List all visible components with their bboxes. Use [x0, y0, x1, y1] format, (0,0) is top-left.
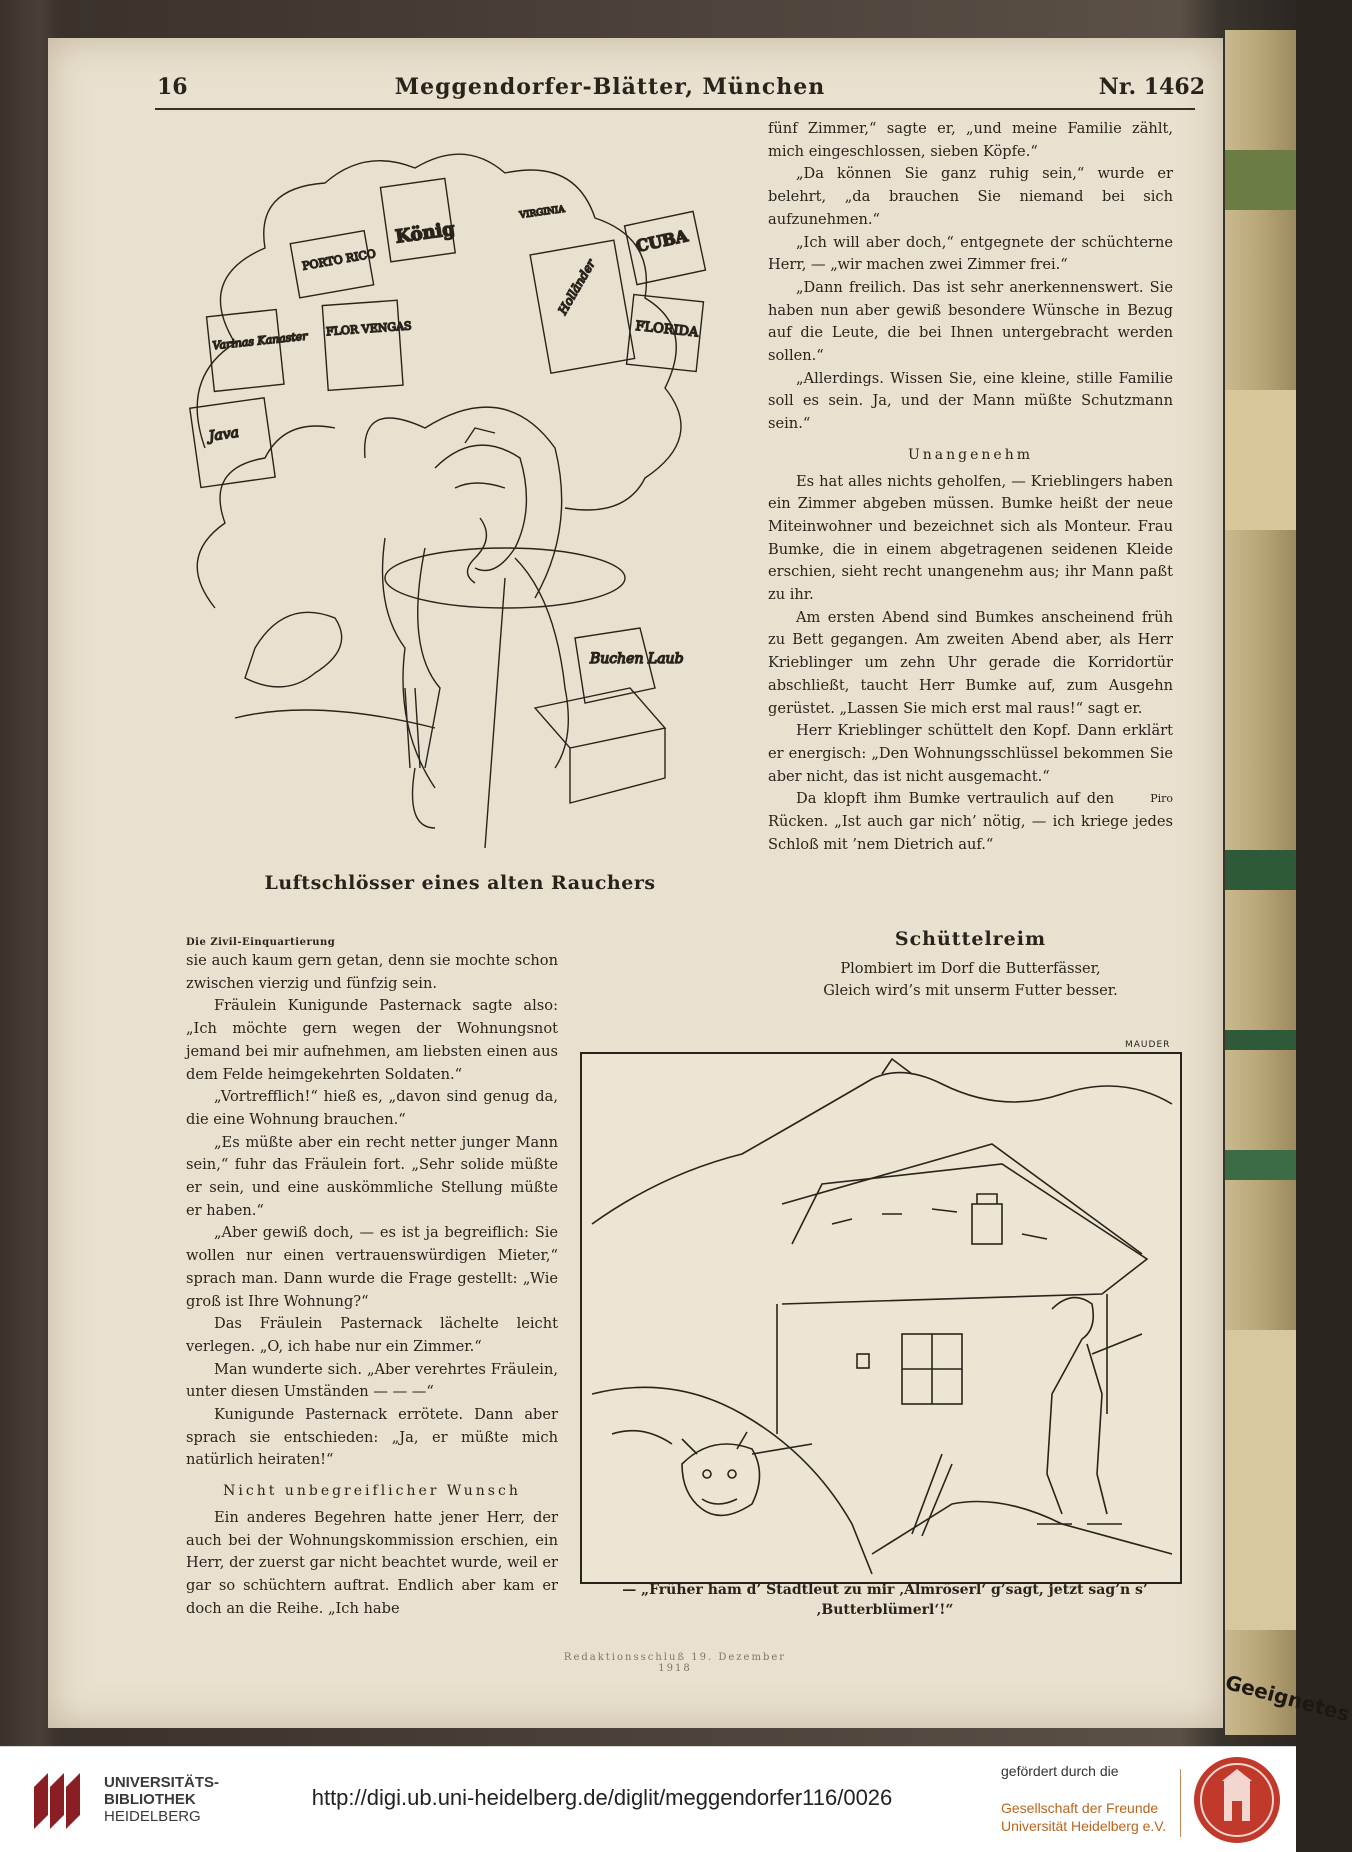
subheading-wunsch: Nicht unbegreiflicher Wunsch	[223, 1483, 521, 1500]
cigar-box-flor-vengas	[322, 300, 412, 390]
paragraph-with-signature	[768, 788, 1173, 856]
footer-divider	[1180, 1769, 1181, 1837]
right-column	[768, 118, 1173, 857]
sponsor-name[interactable]	[1001, 1799, 1166, 1835]
verse-line: Gleich wird’s mit unserm Futter besser.	[823, 982, 1118, 999]
cigar-box-hollaender	[530, 240, 635, 373]
caption-line: — „Früher ham d’ Stadtleut zu mir ‚Almröserl‘ g’sagt, jetzt sag’n s’	[622, 1582, 1148, 1598]
cigar-box-varinas	[207, 310, 309, 392]
paragraph: „Aber gewiß doch, — es ist ja begreiflich: Sie wollen nur einen vertrauenswürdigen Mieter,“ sprach man. Dann wurde die Frage gestellt: „Wie groß ist Ihre Wohnung?“	[186, 1224, 558, 1310]
university-library-logo-icon[interactable]	[28, 1767, 96, 1835]
page-header	[110, 74, 1205, 108]
cigar-box-florida	[627, 295, 704, 372]
subheading-unangenehm: Unangenehm	[907, 446, 1034, 463]
sponsor-label: gefördert durch die	[1001, 1763, 1119, 1779]
paragraph: Es hat alles nichts geholfen, — Krieblingers haben ein Zimmer abgeben müssen. Bumke heißt der neue Miteinwohner und bezeichnet sich als Monteur. Frau Bumke, die in einem abgetragenen seidenen Kleide erschien, sieht recht unangenehm aus; ihr Mann paßt zu ihr.	[768, 472, 1173, 604]
paragraph: „Da können Sie ganz ruhig sein,“ wurde er belehrt, „da brauchen Sie niemand bei sich aufzunehmen.“	[768, 165, 1173, 228]
paragraph: Das Fräulein Pasternack lächelte leicht verlegen. „O, ich habe nur ein Zimmer.“	[186, 1315, 558, 1355]
buchen-laub-box	[535, 628, 684, 803]
sponsor-name-line: Universität Heidelberg e.V.	[1001, 1818, 1167, 1834]
library-name-line: HEIDELBERG	[104, 1808, 201, 1825]
paragraph: „Ich will aber doch,“ entgegnete der schüchterne Herr, — „wir machen zwei Zimmer frei.“	[768, 233, 1173, 274]
label-cuba: CUBA	[634, 226, 690, 256]
next-page-text: Geeignetes	[1222, 1670, 1352, 1727]
schuettelreim-verse	[768, 958, 1173, 1002]
cigar-box-koenig	[380, 178, 456, 261]
paragraph: „Vortrefflich!“ hieß es, „davon sind genug da, die eine Wohnung brauchen.“	[186, 1088, 558, 1128]
page-number: 16	[157, 74, 188, 100]
label-buchen-laub: Buchen Laub	[590, 651, 684, 667]
caption-line: ‚Butterblümerl‘!“	[816, 1602, 954, 1618]
running-head: Die Zivil-Einquartierung	[186, 937, 336, 948]
cigar-box-cuba	[625, 211, 706, 284]
artist-signature: MAUDER	[1125, 1040, 1171, 1050]
signature: Piro	[1150, 792, 1173, 806]
label-porto-rico: PORTO RICO	[301, 247, 377, 273]
permalink-url[interactable]: http://digi.ub.uni-heidelberg.de/diglit/meggendorfer116/0026	[311, 1785, 893, 1810]
label-flor-vengas: FLOR VENGAS	[325, 319, 412, 339]
smoker-illustration	[175, 128, 750, 868]
paragraph: „Es müßte aber ein recht netter junger Mann sein,“ fuhr das Fräulein fort. „Sehr solide müßte er sein, und eine auskömmliche Stellung müßte er haben.“	[186, 1133, 558, 1219]
cigar-box-porto-rico	[290, 231, 377, 298]
label-florida: FLORIDA	[634, 318, 700, 341]
paragraph: „Allerdings. Wissen Sie, eine kleine, stille Familie soll es sein. Ja, und der Mann müßte Schutzmann sein.“	[768, 369, 1173, 433]
paragraph: Fräulein Kunigunde Pasternack sagte also: „Ich möchte gern wegen der Wohnungsnot jemand bei mir aufnehmen, am liebsten einen aus dem Felde heimgekehrten Soldaten.“	[186, 997, 558, 1083]
paragraph: Ein anderes Begehren hatte jener Herr, der auch bei der Wohnungskommission erschien, ein Herr, der zuerst gar nicht beachtet wurde, weil er gar so schüchtern auftrat. Endlich aber kam er doch an die Reihe. „Ich habe	[186, 1508, 558, 1617]
editorial-stamp: Redaktionsschluß 19. Dezember 1918	[563, 1652, 787, 1674]
sponsor-name-line: Gesellschaft der Freunde	[1001, 1800, 1159, 1816]
verse-line: Plombiert im Dorf die Butterfässer,	[840, 960, 1101, 977]
label-virginia: VIRGINIA	[519, 204, 566, 221]
paragraph: sie auch kaum gern getan, denn sie mochte schon zwischen vierzig und fünfzig sein.	[186, 952, 558, 992]
magazine-title: Meggendorfer-Blätter, München	[394, 74, 826, 100]
issue-number: Nr. 1462	[1098, 74, 1205, 100]
next-page-edge	[1222, 30, 1352, 1735]
paragraph: „Dann freilich. Das ist sehr anerkennenswert. Sie haben nun aber gewiß besondere Wünsche in Bezug auf die Leute, die bei Ihnen untergebracht werden sollen.“	[768, 278, 1173, 365]
label-varinas: Varinas Kanaster	[211, 329, 309, 353]
library-name-line: BIBLIOTHEK	[104, 1791, 196, 1808]
paragraph-text: Da klopft ihm Bumke vertraulich auf den Rücken. „Ist auch gar nich’ nötig, — ich kriege jedes Schloß mit ’nem Dietrich auf.“	[768, 790, 1173, 853]
university-seal-icon[interactable]	[1192, 1755, 1282, 1845]
paragraph: fünf Zimmer,“ sagte er, „und meine Familie zählt, mich eingeschlossen, sieben Köpfe.“	[768, 120, 1173, 160]
label-hollaender: Holländer	[555, 257, 598, 317]
library-name-line: UNIVERSITÄTS-	[104, 1774, 220, 1791]
footer-bar	[0, 1746, 1296, 1852]
paragraph: Man wunderte sich. „Aber verehrtes Fräulein, unter diesen Umständen — — —“	[186, 1360, 558, 1401]
label-java: Java	[207, 424, 240, 445]
left-column	[186, 950, 558, 1620]
university-library-name	[104, 1774, 219, 1825]
paragraph: Kunigunde Pasternack errötete. Dann aber sprach sie entschieden: „Ja, er müßte mich natürlich heiraten!“	[186, 1406, 558, 1469]
farm-illustration	[580, 1052, 1182, 1584]
illustration-caption-top: Luftschlösser eines alten Rauchers	[264, 872, 656, 894]
illustration-caption-bottom	[595, 1580, 1175, 1620]
label-koenig: König	[394, 218, 457, 248]
paragraph: Am ersten Abend sind Bumkes anscheinend früh zu Bett gegangen. Am zweiten Abend aber, als Herr Krieblinger um zehn Uhr gerade die Korridortür abschließt, taucht Herr Bumke auf, zum Ausgehn gerüstet. „Lassen Sie mich erst mal raus!“ sagt er.	[768, 608, 1173, 717]
schuettelreim-title: Schüttelreim	[894, 928, 1047, 950]
paragraph: Herr Krieblinger schüttelt den Kopf. Dann erklärt er energisch: „Den Wohnungsschlüssel bekommen Sie aber nicht, das ist nicht ausgemacht.“	[768, 722, 1173, 785]
header-rule	[155, 108, 1195, 110]
